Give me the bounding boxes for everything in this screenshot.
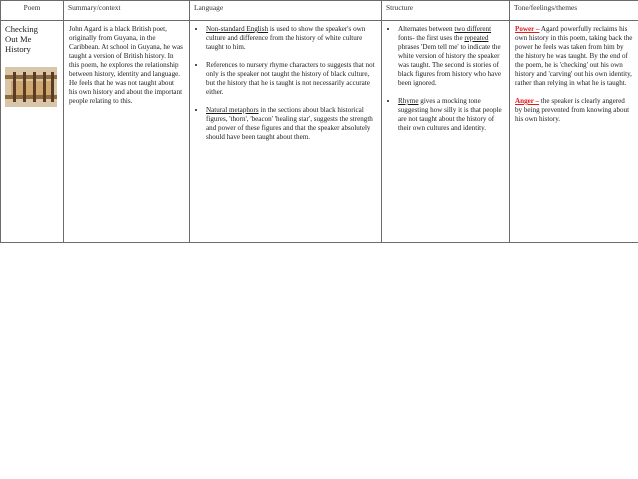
tone-cell [510,21,638,243]
tone-power: Power – Agard powerfully reclaims his own history in this poem, taking back the power he feels was taken from him by the history he was taught. By the end of the poem, he is 'checking' out his own history and 'carving' out his own identity, rather than relying in what he is taught. [515,25,633,87]
language-point: • Non-standard English is used to show the speaker's own culture and difference from the history of white culture taught to him. [206,25,376,52]
header-summary: Summary/context [64,1,190,21]
structure-point: • Alternates between two different fonts- the first uses the repeated phrases 'Dem tell me' to indicate the white version of history the speaker was taught. The second is stories of black figures from history who have been ignored. [398,25,504,88]
language-cell [190,21,382,243]
language-point: • References to nursery rhyme characters to suggests that not only is the speaker not taught the history of black culture, but the history that he is taught is not necessarily accurate either. [206,61,376,97]
poem-thumbnail-image [5,67,57,107]
table-row [1,21,638,243]
tone-anger: Anger – the speaker is clearly angered by being prevented from knowing about his own history. [515,97,630,123]
structure-cell [382,21,510,243]
header-row [1,1,638,21]
summary-cell: John Agard is a black British poet, originally from Guyana, in the Caribbean. At school in Guyana, he was taught a version of British history. In this poem, he explores the relationship between history, identity and language. He feels that he was not taught about his own history and about the important people relating to this. [64,21,190,243]
header-structure: Structure [382,1,510,21]
header-tone: Tone/feelings/themes [510,1,638,21]
header-poem: Poem [1,1,64,21]
structure-point: • Rhyme gives a mocking tone suggesting how silly it is that people are not taught about the history of their own cultures and identity. [398,97,504,133]
poem-title: Checking Out Me History [5,24,38,54]
poem-cell [1,21,64,243]
header-language: Language [190,1,382,21]
language-point: • Natural metaphors in the sections about black historical figures, 'thorn', 'beacon' 'healing star', suggests the strength and power of these figures and that the speaker absolutely should have been taught about them. [206,106,376,142]
